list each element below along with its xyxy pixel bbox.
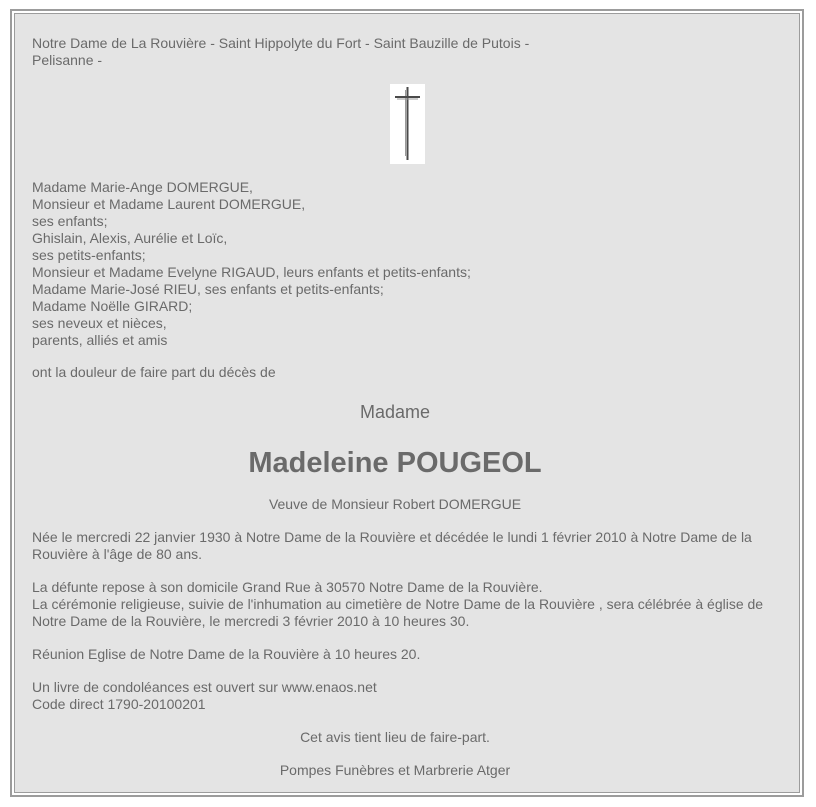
announcement-text: ont la douleur de faire part du décès de bbox=[32, 364, 276, 380]
birth-death-text: Née le mercredi 22 janvier 1930 à Notre Dame de la Rouvière et décédée le lundi 1 février 2010 à Notre Dame de la Rouvière à l'âge de 80 ans. bbox=[32, 529, 752, 562]
deceased-name: Madeleine POUGEOL bbox=[248, 447, 542, 479]
family-line: Monsieur et Madame Evelyne RIGAUD, leurs enfants et petits-enfants; bbox=[32, 264, 471, 280]
cross-image-wrap bbox=[32, 84, 782, 164]
family-line: Monsieur et Madame Laurent DOMERGUE, bbox=[32, 196, 306, 212]
family-line: ses petits-enfants; bbox=[32, 247, 146, 263]
outer-frame bbox=[10, 9, 804, 797]
family-line: Madame Marie-Ange DOMERGUE, bbox=[32, 179, 253, 195]
family-line: parents, alliés et amis bbox=[32, 332, 168, 348]
widow-of: Veuve de Monsieur Robert DOMERGUE bbox=[268, 496, 522, 512]
reunion-text: Réunion Eglise de Notre Dame de la Rouvière à 10 heures 20. bbox=[32, 646, 421, 662]
notice-statement: Cet avis tient lieu de faire-part. bbox=[300, 729, 490, 745]
locations-line-1: Notre Dame de La Rouvière - Saint Hippolyte du Fort - Saint Bauzille de Putois - bbox=[32, 35, 530, 51]
repose-text: La défunte repose à son domicile Grand Rue à 30570 Notre Dame de la Rouvière. bbox=[32, 579, 543, 595]
locations-header bbox=[32, 35, 782, 69]
ceremony-text: La cérémonie religieuse, suivie de l'inhumation au cimetière de Notre Dame de la Rouvière , sera célébrée à église de Notre Dame de la Rouvière, le mercredi 3 février 2010 à 10 heures 30. bbox=[32, 596, 764, 629]
family-line: ses enfants; bbox=[32, 213, 108, 229]
condolences-block bbox=[32, 679, 782, 713]
locations-line-2: Pelisanne - bbox=[32, 52, 103, 68]
family-list bbox=[32, 179, 782, 349]
deceased-title: Madame bbox=[359, 402, 431, 422]
cross-icon bbox=[390, 84, 425, 164]
family-line: Madame Marie-José RIEU, ses enfants et petits-enfants; bbox=[32, 281, 384, 297]
direct-code: Code direct 1790-20100201 bbox=[32, 696, 206, 712]
condolences-text: Un livre de condoléances est ouvert sur www.enaos.net bbox=[32, 679, 377, 695]
funeral-home: Pompes Funèbres et Marbrerie Atger bbox=[279, 762, 511, 778]
notice-panel bbox=[14, 13, 800, 793]
family-line: ses neveux et nièces, bbox=[32, 315, 167, 331]
family-line: Madame Noëlle GIRARD; bbox=[32, 298, 193, 314]
family-line: Ghislain, Alexis, Aurélie et Loïc, bbox=[32, 230, 228, 246]
notice-content bbox=[32, 35, 782, 779]
ceremony-block bbox=[32, 579, 782, 630]
